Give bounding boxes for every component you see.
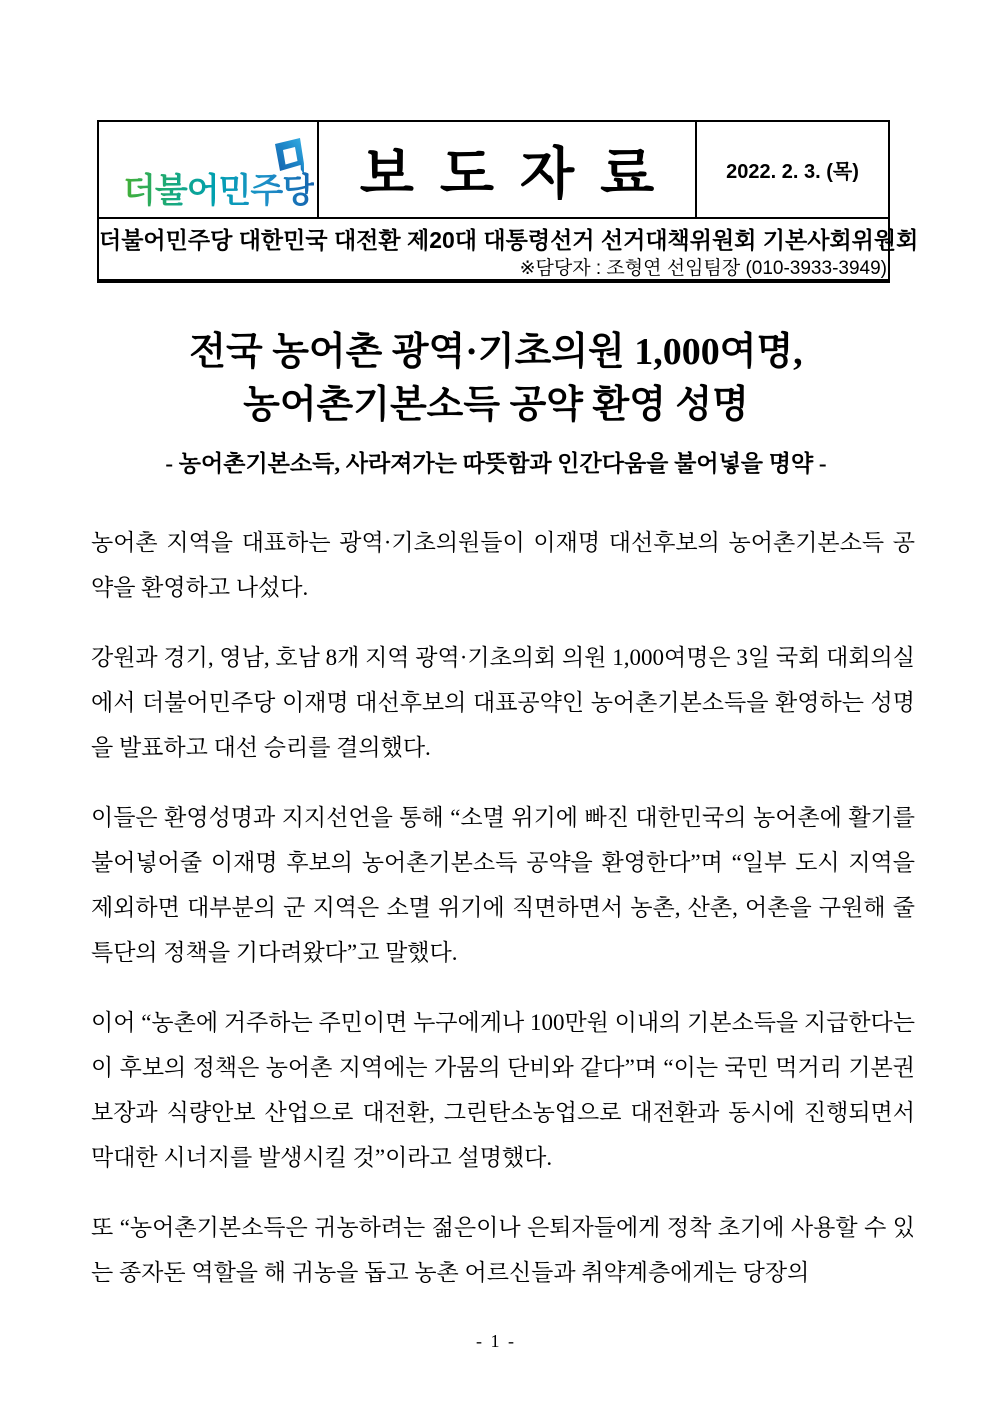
contact-line: ※담당자 : 조형연 선임팀장 (010-3933-3949) — [519, 258, 887, 279]
article-subtitle: - 농어촌기본소득, 사라져가는 따뜻함과 인간다움을 불어넣을 명약 - — [165, 451, 827, 476]
article-body — [91, 520, 915, 1320]
article-title-line2: 농어촌기본소득 공약 환영 성명 — [243, 384, 749, 426]
page-number: - 1 - — [476, 1331, 516, 1351]
paragraph-2: 강원과 경기, 영남, 호남 8개 지역 광역·기초의회 의원 1,000여명은 3일 국회 대회의실에서 더불어민주당 이재명 대선후보의 대표공약인 농어촌기본소득을 환영하는 성명을 발표하고 대선 승리를 결의했다. — [91, 645, 915, 760]
press-release-title: 보도자료 — [359, 141, 681, 205]
press-release-title-cell — [319, 122, 697, 217]
paragraph-3: 이들은 환영성명과 지지선언을 통해 “소멸 위기에 빠진 대한민국의 농어촌에 활기를 불어넣어줄 이재명 후보의 농어촌기본소득 공약을 환영한다”며 “일부 도시 지역을 제외하면 대부분의 군 지역은 소멸 위기에 직면하면서 농촌, 산촌, 어촌을 구원해 줄 특단의 정책을 기다려왔다”고 말했다. — [91, 805, 915, 965]
press-release-header — [97, 120, 919, 283]
party-name-label: 더불어민주당 — [123, 163, 314, 212]
press-release-date: 2022. 2. 3. (목) — [726, 161, 859, 183]
header-bottom-row — [99, 222, 919, 279]
party-logo — [99, 122, 319, 217]
press-release-date-cell — [697, 122, 888, 217]
paragraph-1: 농어촌 지역을 대표하는 광역·기초의원들이 이재명 대선후보의 농어촌기본소득 공약을 환영하고 나섰다. — [91, 530, 915, 600]
paragraph-5: 또 “농어촌기본소득은 귀농하려는 젊은이나 은퇴자들에게 정착 초기에 사용할 수 있는 종자돈 역할을 해 귀농을 돕고 농촌 어르신들과 취약계층에게는 당장의 — [91, 1215, 915, 1285]
committee-line: 더불어민주당 대한민국 대전환 제20대 대통령선거 선거대책위원회 기본사회위원회 — [99, 227, 919, 253]
article-title — [0, 326, 992, 432]
header-top-row — [99, 122, 888, 219]
article-title-line1: 전국 농어촌 광역·기초의원 1,000여명, — [189, 331, 803, 373]
paragraph-4: 이어 “농촌에 거주하는 주민이면 누구에게나 100만원 이내의 기본소득을 지급한다는 이 후보의 정책은 농어촌 지역에는 가뭄의 단비와 같다”며 “이는 국민 먹거리 기본권 보장과 식량안보 산업으로 대전환, 그린탄소농업으로 대전환과 동시에 진행되면서 막대한 시너지를 발생시킬 것”이라고 설명했다. — [91, 1010, 915, 1170]
